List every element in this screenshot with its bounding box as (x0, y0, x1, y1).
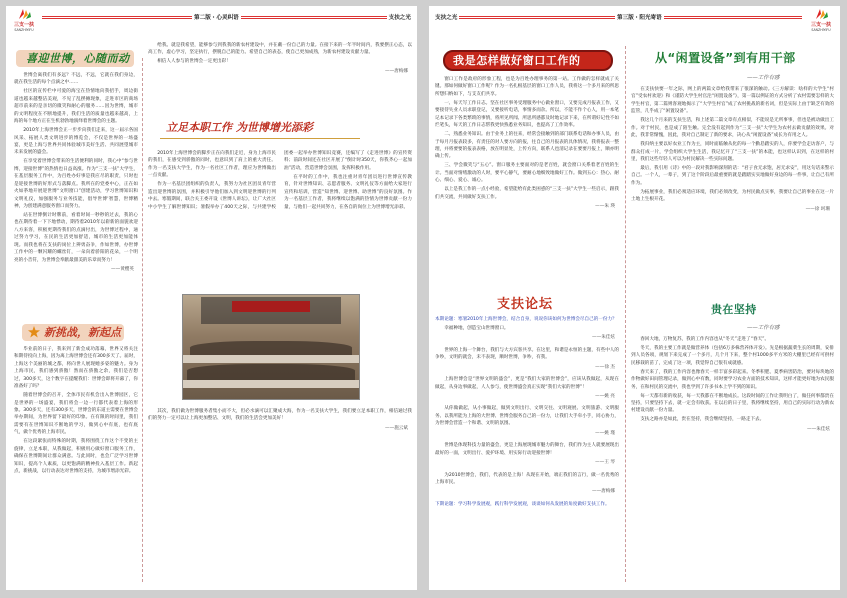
author: ——徐 珂珊 (805, 206, 830, 212)
article-body (435, 76, 619, 266)
author: ——朱佳炫 (807, 426, 830, 432)
paragraph: 站在世博倒计时牌前，看着时间一秒秒的过去，我的心也在期待着一下下地悸动，期待着2010年以崭新的面貌欢迎八方来客，积极更期待我们的点滴付出，为世博过程中，通过努力学习，在民的生活更加舒适，城市的生活更加能体现。而我也将在支扶的岗位上辨勇奋争，作如世博，办世博工作中的一颗闪耀的螺丝钉，一朵向着骄阳的花朵，一个明亮的小音符，为世博会奉献最甜美的乐章而努力！ (14, 212, 138, 263)
section-label: 第二版・心灵纠语 (194, 15, 239, 21)
forum-topic-text: 本期论题：寒暑2010年上海世博会，结合自身，说说你该如何为世博会尽自己的一份力？ (435, 317, 617, 322)
flame-logo-icon (813, 8, 829, 20)
column-divider (625, 46, 626, 582)
paragraph: 2010年上海世博会的脚步正在向我们走近，身为上海市民的我们，在感受到骄傲的同时，也意识到了肩上的重大责任。作为一名支扶大学生，作为一名社区工作者，理应为世博做出一点贡献。 (148, 151, 276, 179)
article-title: 喜迎世博，心随而动 (26, 52, 130, 65)
paragraph: 冬天，我的主要工作就是做营养体（包括6万多株营养体开发）。先是根据蔬菜生长的周期，安排到人员各项，规划下来完成了一个多月，几个月下来，整个村1000多平方米的大棚里已经有可供村民移栽的苗了，完成了这一项，我觉得自己很有成就感。 (631, 345, 834, 366)
paragraph: 社区的宣传栏中可爱的海宝在热情地向我招手，周边街道也越来越整洁美观，不见了乱摆摊现象，走进市区的商场超市前来的是亲切的微笑和耐心的服务……因为世博，城市的文明程度在不断地提升，我们生活的质量也越来越高，上海的每个地方正在生机勃勃地演绎着世博会的主题。 (14, 89, 138, 125)
author: ——姚 瑾 (595, 430, 615, 436)
title-underline (160, 138, 360, 139)
author: ——徐 杰 (595, 364, 615, 370)
paragraph: 春回大地，万物复苏，我的工作内容也从“冬天”走进了“春天”。 (640, 337, 770, 342)
logo-subtitle: SANZHIYIFU (14, 28, 34, 32)
article-title: 从“闲置设备”到有用干部 (655, 51, 796, 65)
paragraph: 世博会离我们有多远？不远，不远，它就在我们身边，就在我生活的每个点滴之中…… (14, 73, 138, 86)
article-body (631, 86, 834, 284)
forum-answer: 为2010世博会，我们，代表的是上海！从现在开始，端正我们的言行，做一名优秀的上海市民。 (435, 472, 619, 485)
left-page (6, 6, 417, 590)
paragraph: 为拓展事业，我们必须适应环境，我们必须改变，为村民做点实事，我要让自己的事业在这一片土地上生根开花。 (631, 189, 834, 203)
author: ——唐梅娜 (592, 489, 615, 495)
forum-answer: 上海世博会是“世界文明的盛会”，更是“我们大家的世博会”，应该从我做起，从现在做起，从身边事做起，人人参与，使世博盛会真正实现“我们大家的世博”！ (435, 377, 619, 390)
paragraph: 我归纳主要以好农业工作为主，同时面临触从化的每一个勤恳踏实的人，你要学会走访客户，与群众打成一片，学会组织大学生生活，我记忆开了“三支一扶”的本能，也这样认识到，在这样的村里，我们这些年轻人可以为村民解决一些实际问题。 (631, 142, 834, 162)
column-divider (142, 58, 143, 582)
article-body (148, 150, 412, 286)
paragraph: 二、熟悉业务知识。由于业务上的往来，经常会接触到的部门联系电话和办事人员，由于每月月报表较多，有责任的对人要方向的报，往自己的月报表的具体情况，我将报表一整理，并将要要的报表表格，放在明显处，上传方向，联系人也清记录在要要月报上，顺亦明确上传。 (435, 132, 619, 160)
author: ——朱佳炫 (592, 335, 615, 341)
article-subtitle: ——工作有感 (747, 325, 780, 331)
author: ——王 琴 (595, 460, 615, 466)
brand-logo (806, 8, 836, 34)
section-label: 第三版・阳光寄语 (617, 15, 662, 21)
author: ——朱 瑛 (595, 204, 615, 209)
author: ——黄樱英 (111, 266, 134, 272)
article-body (148, 408, 412, 586)
right-page (429, 6, 840, 590)
article-body (631, 336, 834, 586)
paragraph: 在这段紧张而特殊的时期，我将围绕工作这个不变的主旋律，立足本职，从我做起，积极用心做好窗口服务工作，确保在世博期间让群众满意。与此同时，也会广泛学习世博知识，提高个人素质，以更饱满的精神投入基层工作。新起点，新挑战，以行动表达对世博的支持，为城市增添光彩。 (14, 439, 138, 474)
forum-answer: 从你做做起，从小事做起，做到文明出行、文明交往、文明观展、文明旅游、文明服务、以我所能为上海的大世博、世博会服务自己的一份力，让我们大手牵小手，同心协力，为世博会营造一个和谐、文明的氛围。 (435, 406, 619, 427)
paragraph: 窗口工作是政府的形象工程，也是为百姓办理事务的第一站。工作做的怎样就成了关键。那如何做好窗口工作呢？作为一名扎根基层的窗口工作人员，我将这一个多月来的所思所想归纳如下，与支友们共享。 (435, 77, 619, 97)
header-left-label: 支扶之光 (435, 15, 458, 21)
paragraph: 每一天都有新的收获，每一天我都在不断地成长。这段时间的工作让我明白了，做任何事都贵在坚持，只要坚持下去，就一定会有收获。在以后的日子里，我将继续坚持，用自己的实际行动为新农村建设贡献一份力量。 (631, 393, 834, 414)
star-icon (28, 326, 40, 338)
right-header (429, 6, 840, 38)
logo-title: 三支一扶 (810, 22, 831, 28)
paragraph: 随着世博会的召开，全体市民有机会出入世博园区，它是世界的一场盛宴，我们将会一边一行都代表着上海的形象。300多天，还有300多天，世博会的东道主需要在世博会举办期间，为世界留下最好的印象。在有限的时间里，我们需要有在世博知识不断地的学习，做到心中有底，也有底气，做个优秀的上海市民。 (14, 393, 138, 436)
left-header (6, 6, 417, 38)
paragraph: 三、学会微笑与“五心”。窗口服务主要面对的是老百姓，就会窗口关系着老百姓的生计。当面对情绪激动的人时，要平心静气，要耐心地细致地做好工作。做到五心：热心、耐心、细心、爱心、诚心。 (435, 163, 619, 184)
next-topic: 下期论题：学习科学发展观，践行科学发展观，谈谈如何从发展的角度做好支扶工作。 (435, 501, 610, 507)
paragraph: 一、每天写工作日志。坚在社区事务受理服务中心做业窗口，又要完成月报表工作，又要接待失业人员求职登记，又要接听电话，事情多而杂。所以，不能不作个心人，用一本笔记本记录下各类繁琐的事情，将所见所闻、所思所感都及时地记录下来，在所谓好记性不如烂笔头，每天的工作日志帮我更快熟悉业务知识，也提高了工作效率。 (435, 100, 619, 129)
author: ——施云斌 (385, 425, 408, 431)
paragraph: 毕业前的日子，我来到了新会成功落幕，世界又将关注和期待投向上海，因为离上海世博会还有300多天了。届时，上海这个美丽的城之都，将向世人展现她多姿的魅力。身为上海市民，我们感到骄傲！然而在骄傲之余，我们是否想过，300多天，这个数字在提醒我们：世博会即将开幕了，你准备好了吗？ (14, 347, 138, 390)
paragraph: 我这几个月来的支扶生活，和上述第二篇文章有点相似，不能说是无所事事，但也是被动做出工作。对于村民，也是成了陌生触。完全没有起到作为“三支一扶”大学生为农村去做贡献的效果。对此，我非常惭愧，因此，我对自己制定了新的要求，决心从“闲置设备”成长为有用之人。 (631, 118, 834, 139)
forum-answer: 世界的上海一个舞台，我们与大方宾客共享。在这里，和谐是永恒的主题，有些中人的争吵，文明的就会，未不表现，顺时世博，争吵，有我。 (435, 347, 619, 361)
paragraph: 在支扶快要一年之际，网上的两篇文章给我带来了很深的触动。《三方解读：啥样的大学生“村官”受农村欢迎》和《谨防大学生村官沦“闲置设备”》，第一篇以例证的方式分析了农村需要怎样的大学生村官，第二篇则客观地揭示了“大学生村官”成了农村挑战的新名词，但是实际上由于缺乏有效的监管，几乎成了“闲置设备”。 (631, 87, 834, 115)
flame-logo-icon (16, 8, 32, 20)
logo-title: 三支一扶 (13, 22, 34, 28)
paragraph: 在享受着世博会带来的生活便利的同时，我心中“参与世博，迎接世博”的热情也日益高涨。作为“三支一扶”大学生，在基层服务工作中，为百姓办好事是我应尽的职责，只时也是迎接世博的好形式与落脚点。我所在的党委中心，正在如火如荼地开展迎世博“文明窗口”创建活动，学习世博知识和文明礼仪，加强服务与业务技能，倡导世博'智慧，世博精神，为创建满意服务窗口而努力。 (14, 159, 138, 209)
paragraph: 支扶之路亦是如此，贵在坚持，我会继续坚持，一路走下去。 (640, 417, 765, 423)
paragraph: 以上是我工作的一点小经验，希望能给有此类困惑的“三支一扶”大学生一些启示，跟我们共交流，共同做好支扶工作。 (435, 187, 619, 200)
forum-answer: 幸福种地，创造宝山世博窗口。 (444, 325, 509, 331)
paragraph: 春天来了，我的工作内容也像春天一样丰富多彩起来。冬季积肥、夏季病害防治，要对每块地的作物做好田间管理记录，做到心中有数，同时要学习农业方面的技术知识，这样才能更好地为农民服务，在和村民的交流中，我也学到了许多书本上学不到的知识。 (631, 369, 834, 390)
article-body (14, 346, 138, 590)
article-subtitle: ——工作有感 (747, 75, 780, 81)
classroom-photo (182, 294, 360, 400)
paragraph: 给我。就是我希望，能够参与到我我的新农村建设中，并在戴一份自己的力量。在接下来的一年半时间内，我要摆正心态，以高工作，虚心学习，坚定执行，摆脱自己的能力。希望自己的表态，使自己更加成熟，为新农村建设贡献力量。 (148, 43, 412, 56)
paragraph: 其次，我们做为世博服务者集小而不大，但必水滴可以汇聚成大海，作为一名支扶大学生，我们要立足本职工作，相信通过我们的努力一定可以让上海更加整洁、文明，我们的生活会更加美好！ (148, 409, 412, 422)
paragraph: 最后，我引用《诗》中的一段对我影响深刻的话：“君子食无求饱，居无求安”，用这句话来警示自己。一个人，一辈子，到了这个阶段后最重要的就是踏踏实实地做好身边的每一件事，让自己有所作为。 (631, 165, 834, 186)
paragraph: 在平时的工作中，我也注重对青年团员进行世博宣传教育，针对世博知识、志愿者服务、文明礼仪等方面给大家进行宣传和培训，营造“知世博、迎世博、助世博”的良好氛围。作为一名基层工作者，我将继续以饱满的热情为世博贡献一份力量，与他们一起共同努力，在各自的岗位上为世博增光添彩。 (284, 174, 412, 210)
article-title: 立足本职工作 为世博增光添彩 (166, 121, 313, 134)
article-body (14, 72, 138, 322)
article-title: 支扶论坛 (497, 297, 554, 312)
forum-topic (435, 316, 619, 323)
paragraph: 相信人人参与的世博会一定更出彩！ (157, 59, 231, 65)
author: ——姚 亮 (595, 394, 615, 399)
brand-logo (9, 8, 39, 34)
logo-subtitle: SANZHIYIFU (811, 28, 831, 32)
article-body (148, 42, 412, 114)
article-title: 我是怎样做好窗口工作的 (453, 54, 581, 67)
article-title: 新挑战，新起点 (44, 326, 121, 339)
article-title: 贵在坚持 (711, 303, 757, 316)
paragraph: 作为一名基层团组织的负责人，我努力为社区团员青年营造出迎世博的氛围，并积极引导他们加入到文明迎世博的行列中去。寒假期间，联合关王委开设《世博人讲坛》，让广大社区中小学生了解世博知识；暑假举办了400天之际，与共建学校团委一起举办世博知识竞赛，还编写了《走进世博》的宣传资料；前段时间还在社区开展了“倒计时350天，你我齐心一起加油”活动，营造世博会氛围，发挥积极作用。 (148, 151, 412, 210)
paragraph: 2010年上海世博会正一步步向我们走来，这一届示各国风采、拓展人类文明进步的博览会，不仅是世界的一场盛宴，更是上海与世界共同体验城市美好生活、共同展望城市未来发展的盛会。 (14, 128, 138, 156)
header-right-label: 支扶之光 (388, 15, 411, 21)
author: ——唐梅娜 (385, 68, 408, 74)
forum-answer: 世博是体现科技力量的盛会，更是上海展现城市魅力的舞台，我们作为主人就要展现出最好的一面，文明出行、爱护环境、用实际行动迎接世博！ (435, 443, 619, 456)
forum-body (435, 316, 619, 588)
